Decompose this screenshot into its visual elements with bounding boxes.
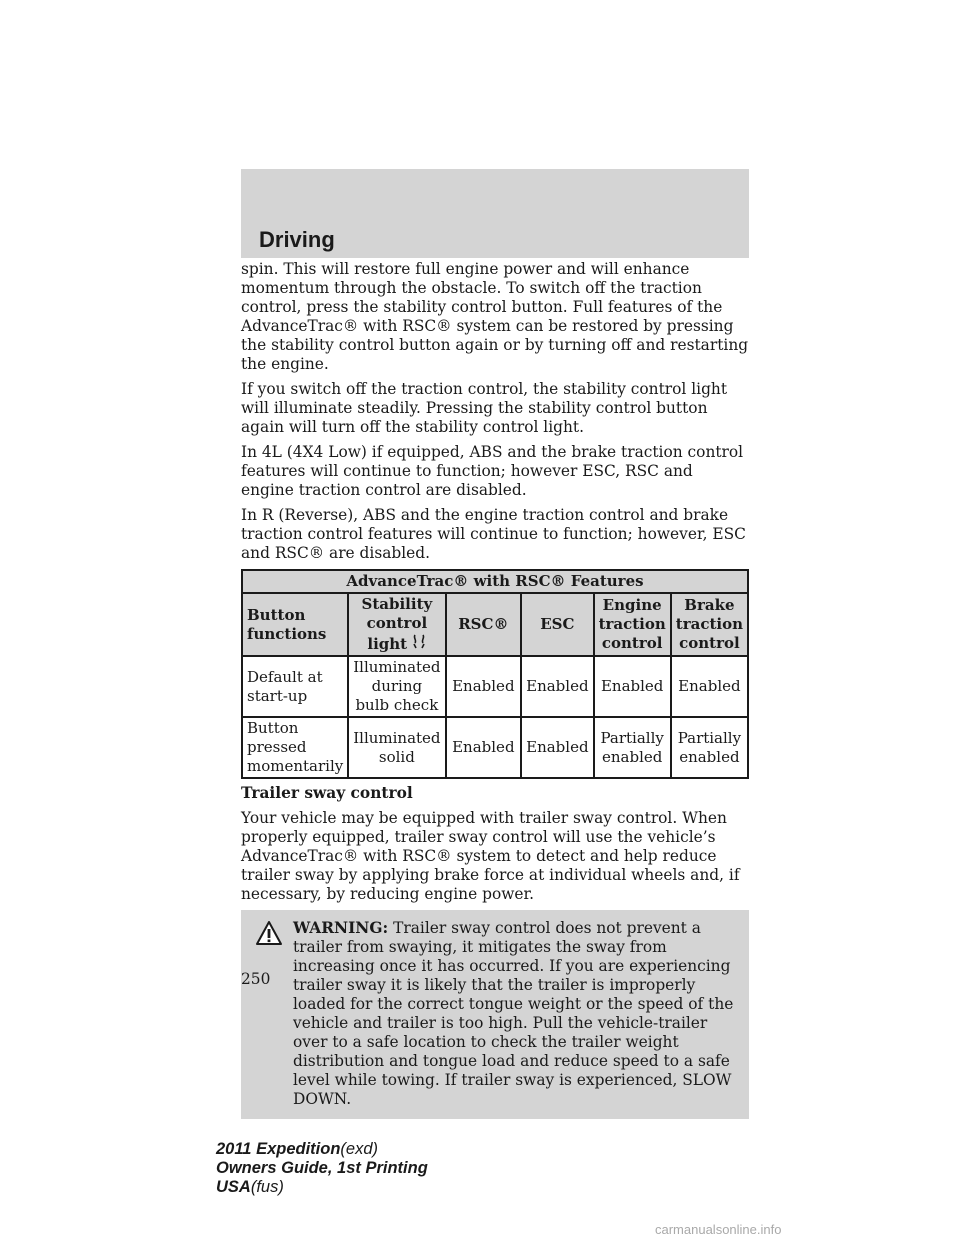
footer-market: USA [216,1178,251,1196]
table-cell: Default at start-up [242,656,348,717]
watermark: carmanualsonline.info [655,1222,782,1237]
header-stability-light [348,593,445,656]
table-header-row [242,593,748,656]
header-button-functions: Button functions [242,593,348,656]
header-rsc: RSC® [446,593,522,656]
table-cell: Button pressed momentarily [242,717,348,778]
header-stability-light-label: Stability control light [361,595,433,653]
trailer-sway-body: Your vehicle may be equipped with trailer sway control. When properly equipped, trailer sway control will use the vehicle’s AdvanceTrac® with RSC® system to detect and help reduce trailer sway by applying brake force at individual wheels and, if necessary, by reducing engine power. [241,809,740,903]
table-cell: Enabled [521,717,593,778]
warning-body: Trailer sway control does not prevent a trailer from swaying, it mitigates the sway from increasing once it has occurred. If you are experiencing trailer sway it is likely that the trailer is improperly loaded for the correct tongue weight or the speed of the vehicle and trailer is too high. Pull the vehicle-trailer over to a safe location to check the trailer weight distribution and tongue load and reduce speed to a safe level while towing. If trailer sway is experienced, SLOW DOWN. [293,919,734,1108]
features-table [241,569,749,779]
paragraph-2: If you switch off the traction control, the stability control light will illuminate steadily. Pressing the stability control button again will turn off the stability control light. [241,380,728,436]
warning-triangle-icon [255,920,283,946]
header-engine-traction: Engine traction control [594,593,671,656]
table-cell: Enabled [671,656,748,717]
footer-line-3 [216,1178,428,1197]
footer-line-1 [216,1140,428,1159]
table-cell: Enabled [446,717,522,778]
table-caption-row [242,570,748,593]
header-brake-traction: Brake traction control [671,593,748,656]
trailer-sway-heading: Trailer sway control [241,784,413,802]
footer-model-code: (exd) [340,1140,378,1158]
table-cell: Enabled [521,656,593,717]
table-cell: Partially enabled [594,717,671,778]
paragraph-3: In 4L (4X4 Low) if equipped, ABS and the brake traction control features will continue to function; however ESC, RSC and engine traction control are disabled. [241,443,744,499]
warning-box [241,910,749,1119]
table-cell: Enabled [446,656,522,717]
footer-line-2: Owners Guide, 1st Printing [216,1159,428,1177]
section-title: Driving [259,227,335,252]
table-cell: Illuminated during bulb check [348,656,445,717]
footer-market-code: (fus) [250,1178,284,1196]
warning-text [255,919,741,1109]
header-esc: ESC [521,593,593,656]
table-cell: Illuminated solid [348,717,445,778]
table-row [242,656,748,717]
table-caption: AdvanceTrac® with RSC® Features [242,570,748,593]
footer-model: 2011 Expedition [216,1140,341,1158]
footer [216,1140,428,1197]
paragraph-1: spin. This will restore full engine power and will enhance momentum through the obstacle. To switch off the traction control, press the stability control button. Full features of the AdvanceTrac® with RSC® system can be restored by pressing the stability control button again or by turning off and restarting the engine. [241,260,749,373]
warning-label: WARNING: [293,919,389,937]
paragraph-4: In R (Reverse), ABS and the engine traction control and brake traction control features will continue to function; however, ESC and RSC® are disabled. [241,506,746,562]
stability-control-icon [412,633,426,651]
table-row [242,717,748,778]
section-header-band [241,169,749,258]
table-cell: Partially enabled [671,717,748,778]
page-number: 250 [241,970,271,988]
page-content [241,260,749,1119]
table-cell: Enabled [594,656,671,717]
